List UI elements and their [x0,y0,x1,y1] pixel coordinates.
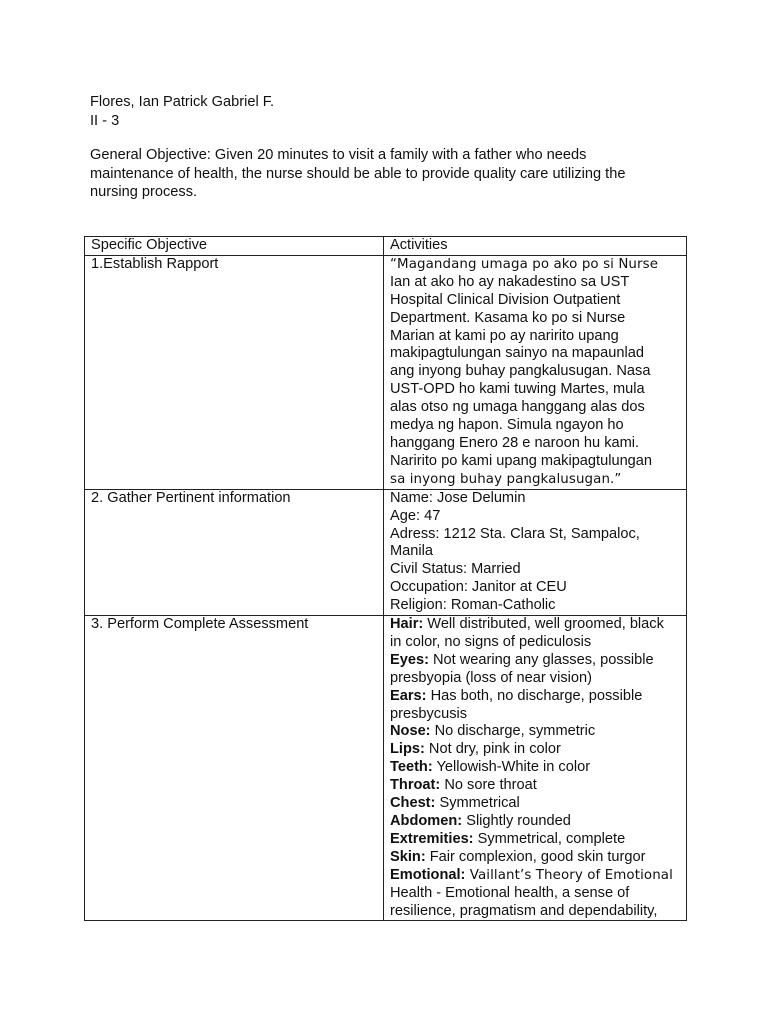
assessment-text: presbycusis [390,705,468,722]
author-name: Flores, Ian Patrick Gabriel F. [90,94,275,110]
assessment-text: Yellowish-White in color [432,759,591,776]
assessment-text: Not dry, pink in color [424,741,561,758]
activity-cell [384,489,687,615]
assessment-line [390,634,682,652]
section-label: II - 3 [90,113,120,129]
column-header-activities: Activities [384,237,687,256]
activity-line: Hospital Clinical Division Outpatient [390,291,621,308]
assessment-text: in color, no signs of pediculosis [390,633,592,650]
objective-cell: 2. Gather Pertinent information [85,489,384,615]
assessment-line [390,759,682,777]
assessment-text: Has both, no discharge, possible [426,687,643,704]
table-row [85,616,687,921]
assessment-label: Nose: [390,723,431,740]
table-row [85,489,687,615]
activity-line: Name: Jose Delumin [390,489,526,506]
assessment-label: Skin: [390,848,426,865]
assessment-text: resilience, pragmatism and dependability, [390,902,658,919]
assessment-text: Symmetrical, complete [473,830,626,847]
assessment-line [390,813,682,831]
column-header-specific-objective: Specific Objective [85,237,384,256]
assessment-text: Not wearing any glasses, possible [428,651,654,668]
assessment-line [390,885,682,903]
activity-line: hanggang Enero 28 e naroon hu kami. [390,434,640,451]
objective-line: nursing process. [90,184,198,201]
assessment-line [390,723,682,741]
table-row [85,255,687,489]
assessment-line [390,831,682,849]
assessment-line [390,652,682,670]
activity-line: Occupation: Janitor at CEU [390,579,567,596]
activity-line: Religion: Roman-Catholic [390,597,556,614]
assessment-text: Symmetrical [435,795,520,812]
activity-line: “Magandang umaga po ako po si Nurse [390,256,659,272]
objective-line: General Objective: Given 20 minutes to visit a family with a father who needs [90,147,587,163]
assessment-text: Fair complexion, good skin turgor [425,848,646,865]
assessment-text: Vaillant’s Theory of Emotional [465,867,673,883]
assessment-label: Lips: [390,741,425,758]
activity-line: UST-OPD ho kami tuwing Martes, mula [390,381,645,398]
assessment-label: Abdomen: [390,813,463,829]
table-header-row [85,237,687,256]
assessment-line [390,670,682,688]
assessment-line [390,688,682,706]
assessment-label: Hair: [390,616,424,633]
activity-cell [384,255,687,489]
objective-cell: 3. Perform Complete Assessment [85,616,384,921]
activity-line: Civil Status: Married [390,561,521,578]
assessment-text: No sore throat [440,777,537,794]
general-objective [90,146,690,202]
assessment-label: Ears: [390,687,427,704]
assessment-text: Well distributed, well groomed, black [423,616,664,633]
assessment-label: Emotional: [390,866,466,883]
activity-line: makipagtulungan sainyo na mapaunlad [390,345,644,362]
activity-line: Department. Kasama ko po si Nurse [390,309,626,326]
activity-line: ang inyong buhay pangkalusugan. Nasa [390,363,651,380]
assessment-label: Throat: [390,777,441,794]
objective-cell: 1.Establish Rapport [85,255,384,489]
activity-line: Manila [390,543,433,560]
activity-line: medya ng hapon. Simula ngayon ho [390,417,624,434]
activity-line: Age: 47 [390,507,441,524]
activity-line: alas otso ng umaga hanggang alas dos [390,399,645,416]
assessment-text: Slightly rounded [462,813,571,829]
objective-line: maintenance of health, the nurse should be able to provide quality care utilizing the [90,165,626,182]
assessment-text: Health - Emotional health, a sense of [390,884,630,901]
activity-line: Naririto po kami upang makipagtulungan [390,452,653,469]
assessment-line [390,741,682,759]
activity-line: Adress: 1212 Sta. Clara St, Sampaloc, [390,525,640,542]
assessment-line [390,795,682,813]
assessment-text: presbyopia (loss of near vision) [390,669,592,686]
assessment-line [390,616,682,634]
assessment-text: No discharge, symmetric [430,723,596,740]
assessment-line [390,867,682,885]
assessment-line [390,777,682,795]
activity-line: sa inyong buhay pangkalusugan.” [390,471,622,487]
assessment-line [390,849,682,867]
assessment-label: Chest: [390,795,436,812]
assessment-label: Eyes: [390,651,429,668]
activity-line: Marian at kami po ay naririto upang [390,327,619,344]
assessment-cell [384,616,687,921]
assessment-label: Teeth: [390,759,433,776]
nursing-plan-table [84,236,687,921]
assessment-line [390,903,682,921]
assessment-label: Extremities: [390,830,474,847]
assessment-line [390,706,682,724]
activity-line: Ian at ako ho ay nakadestino sa UST [390,273,630,290]
